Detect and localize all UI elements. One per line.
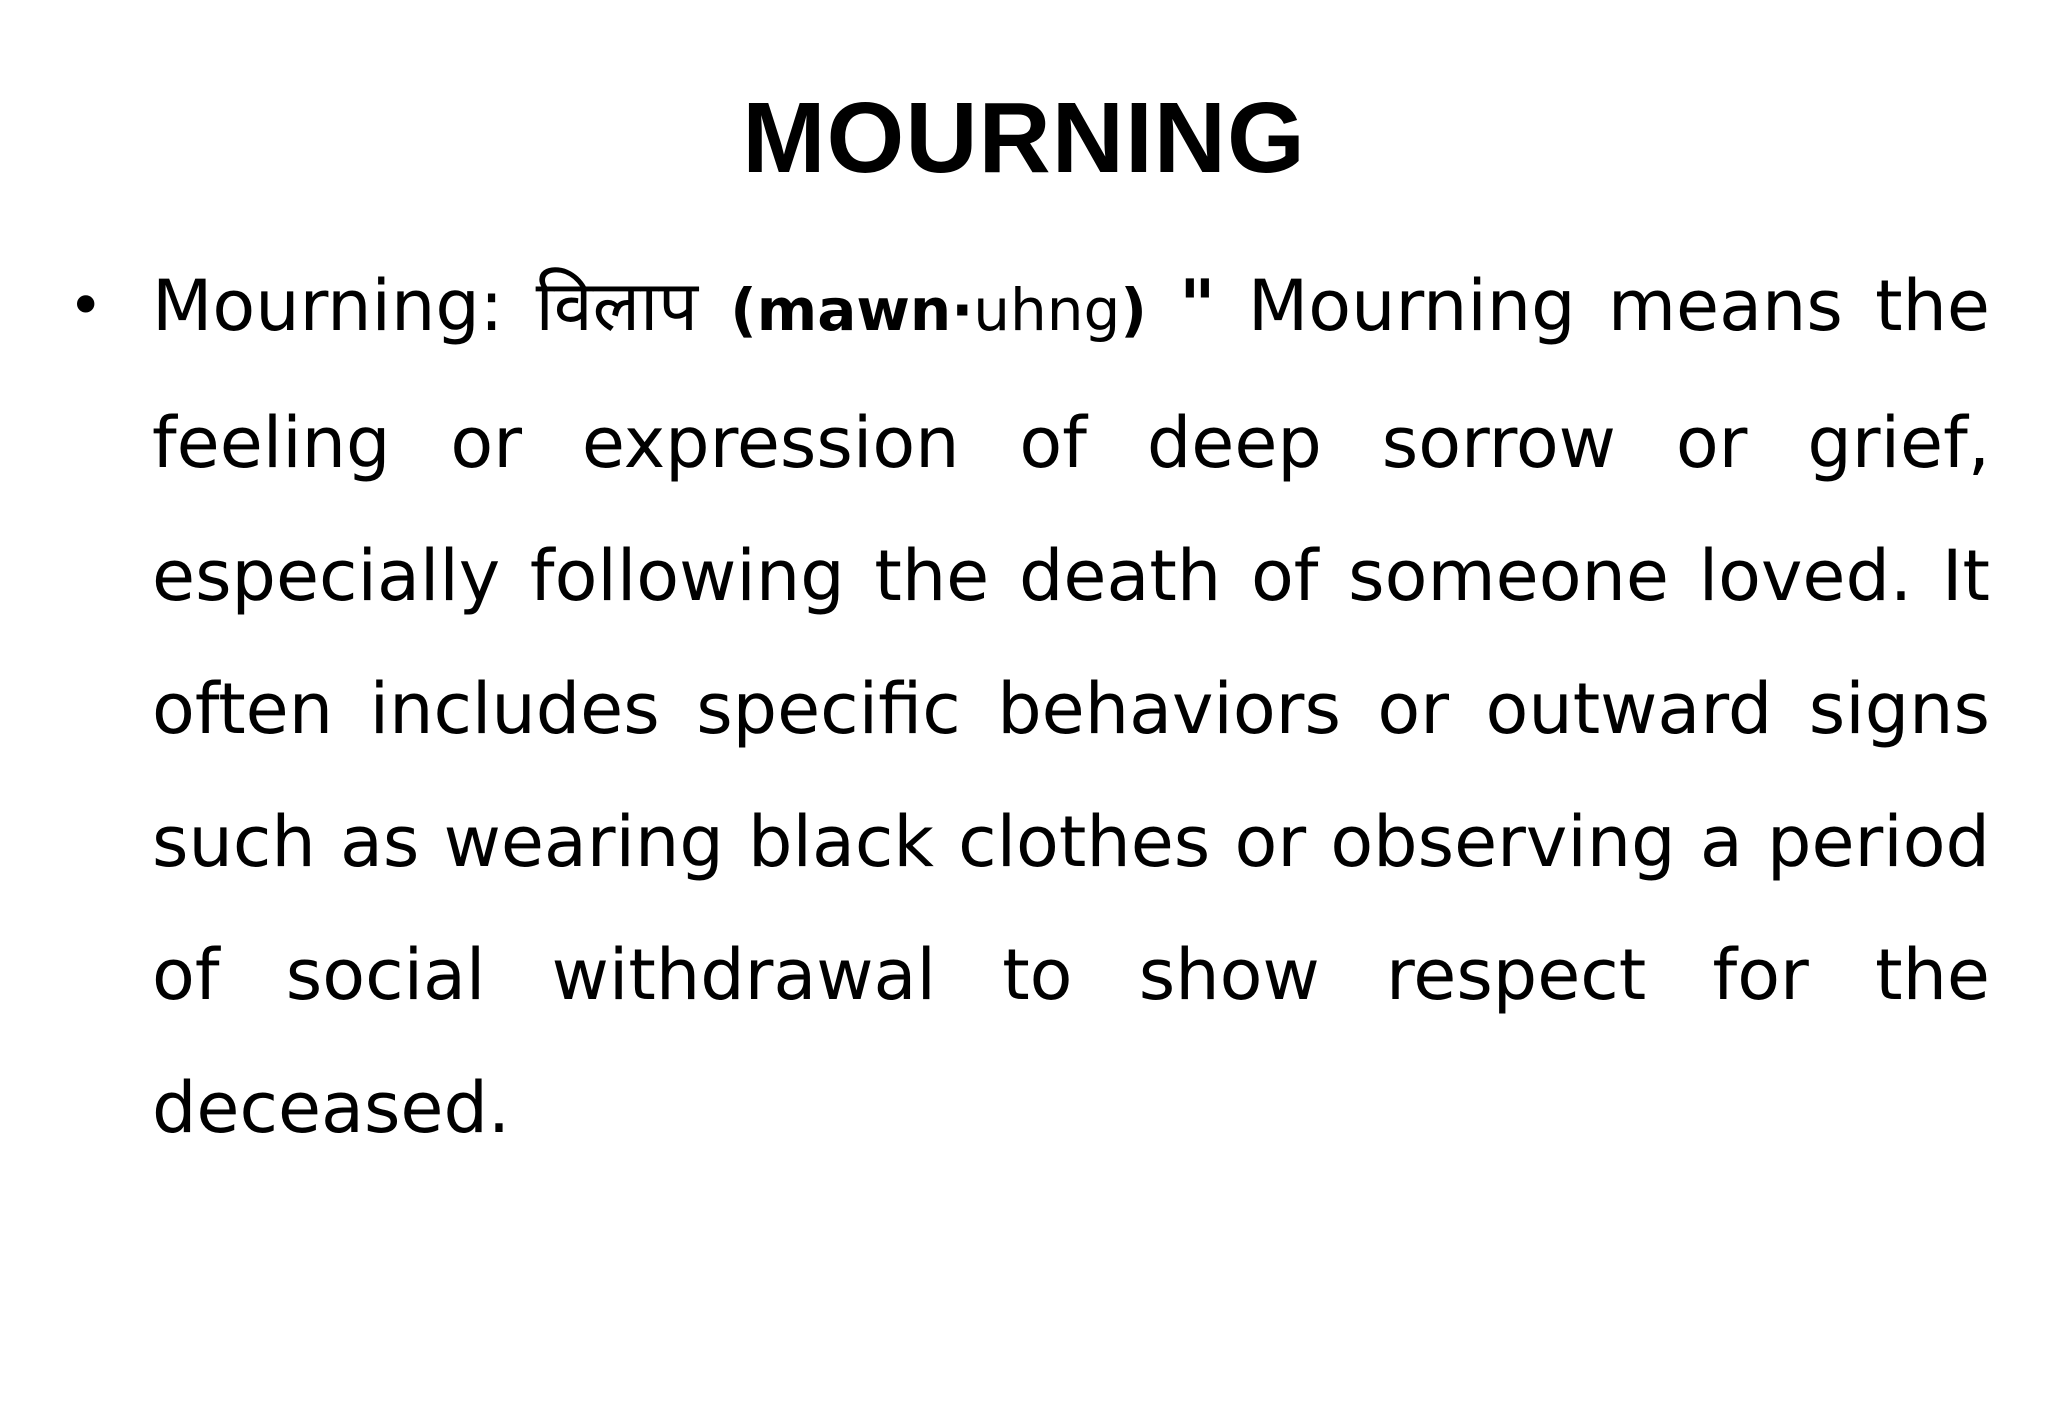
quote-mark: ": [1179, 265, 1216, 347]
bullet-paragraph: [152, 240, 1990, 1175]
pronunciation-open-paren: (: [730, 276, 757, 344]
hindi-translation: विलाप: [535, 265, 698, 347]
definition-text: Mourning means the feeling or expression of deep sorrow or grief, especially following the death of someone loved. It often includes specific behaviors or outward signs such as wearing black clothes or observing a period of social withdrawal to show respect for the deceased.: [152, 265, 1990, 1149]
term-label: Mourning:: [152, 265, 504, 347]
bullet-marker: •: [68, 271, 104, 341]
slide-title: MOURNING: [742, 82, 1306, 194]
pronunciation-unstressed: uhng: [973, 276, 1121, 344]
pronunciation-close-paren: ): [1120, 276, 1147, 344]
pronunciation-stressed: mawn·: [756, 276, 974, 344]
